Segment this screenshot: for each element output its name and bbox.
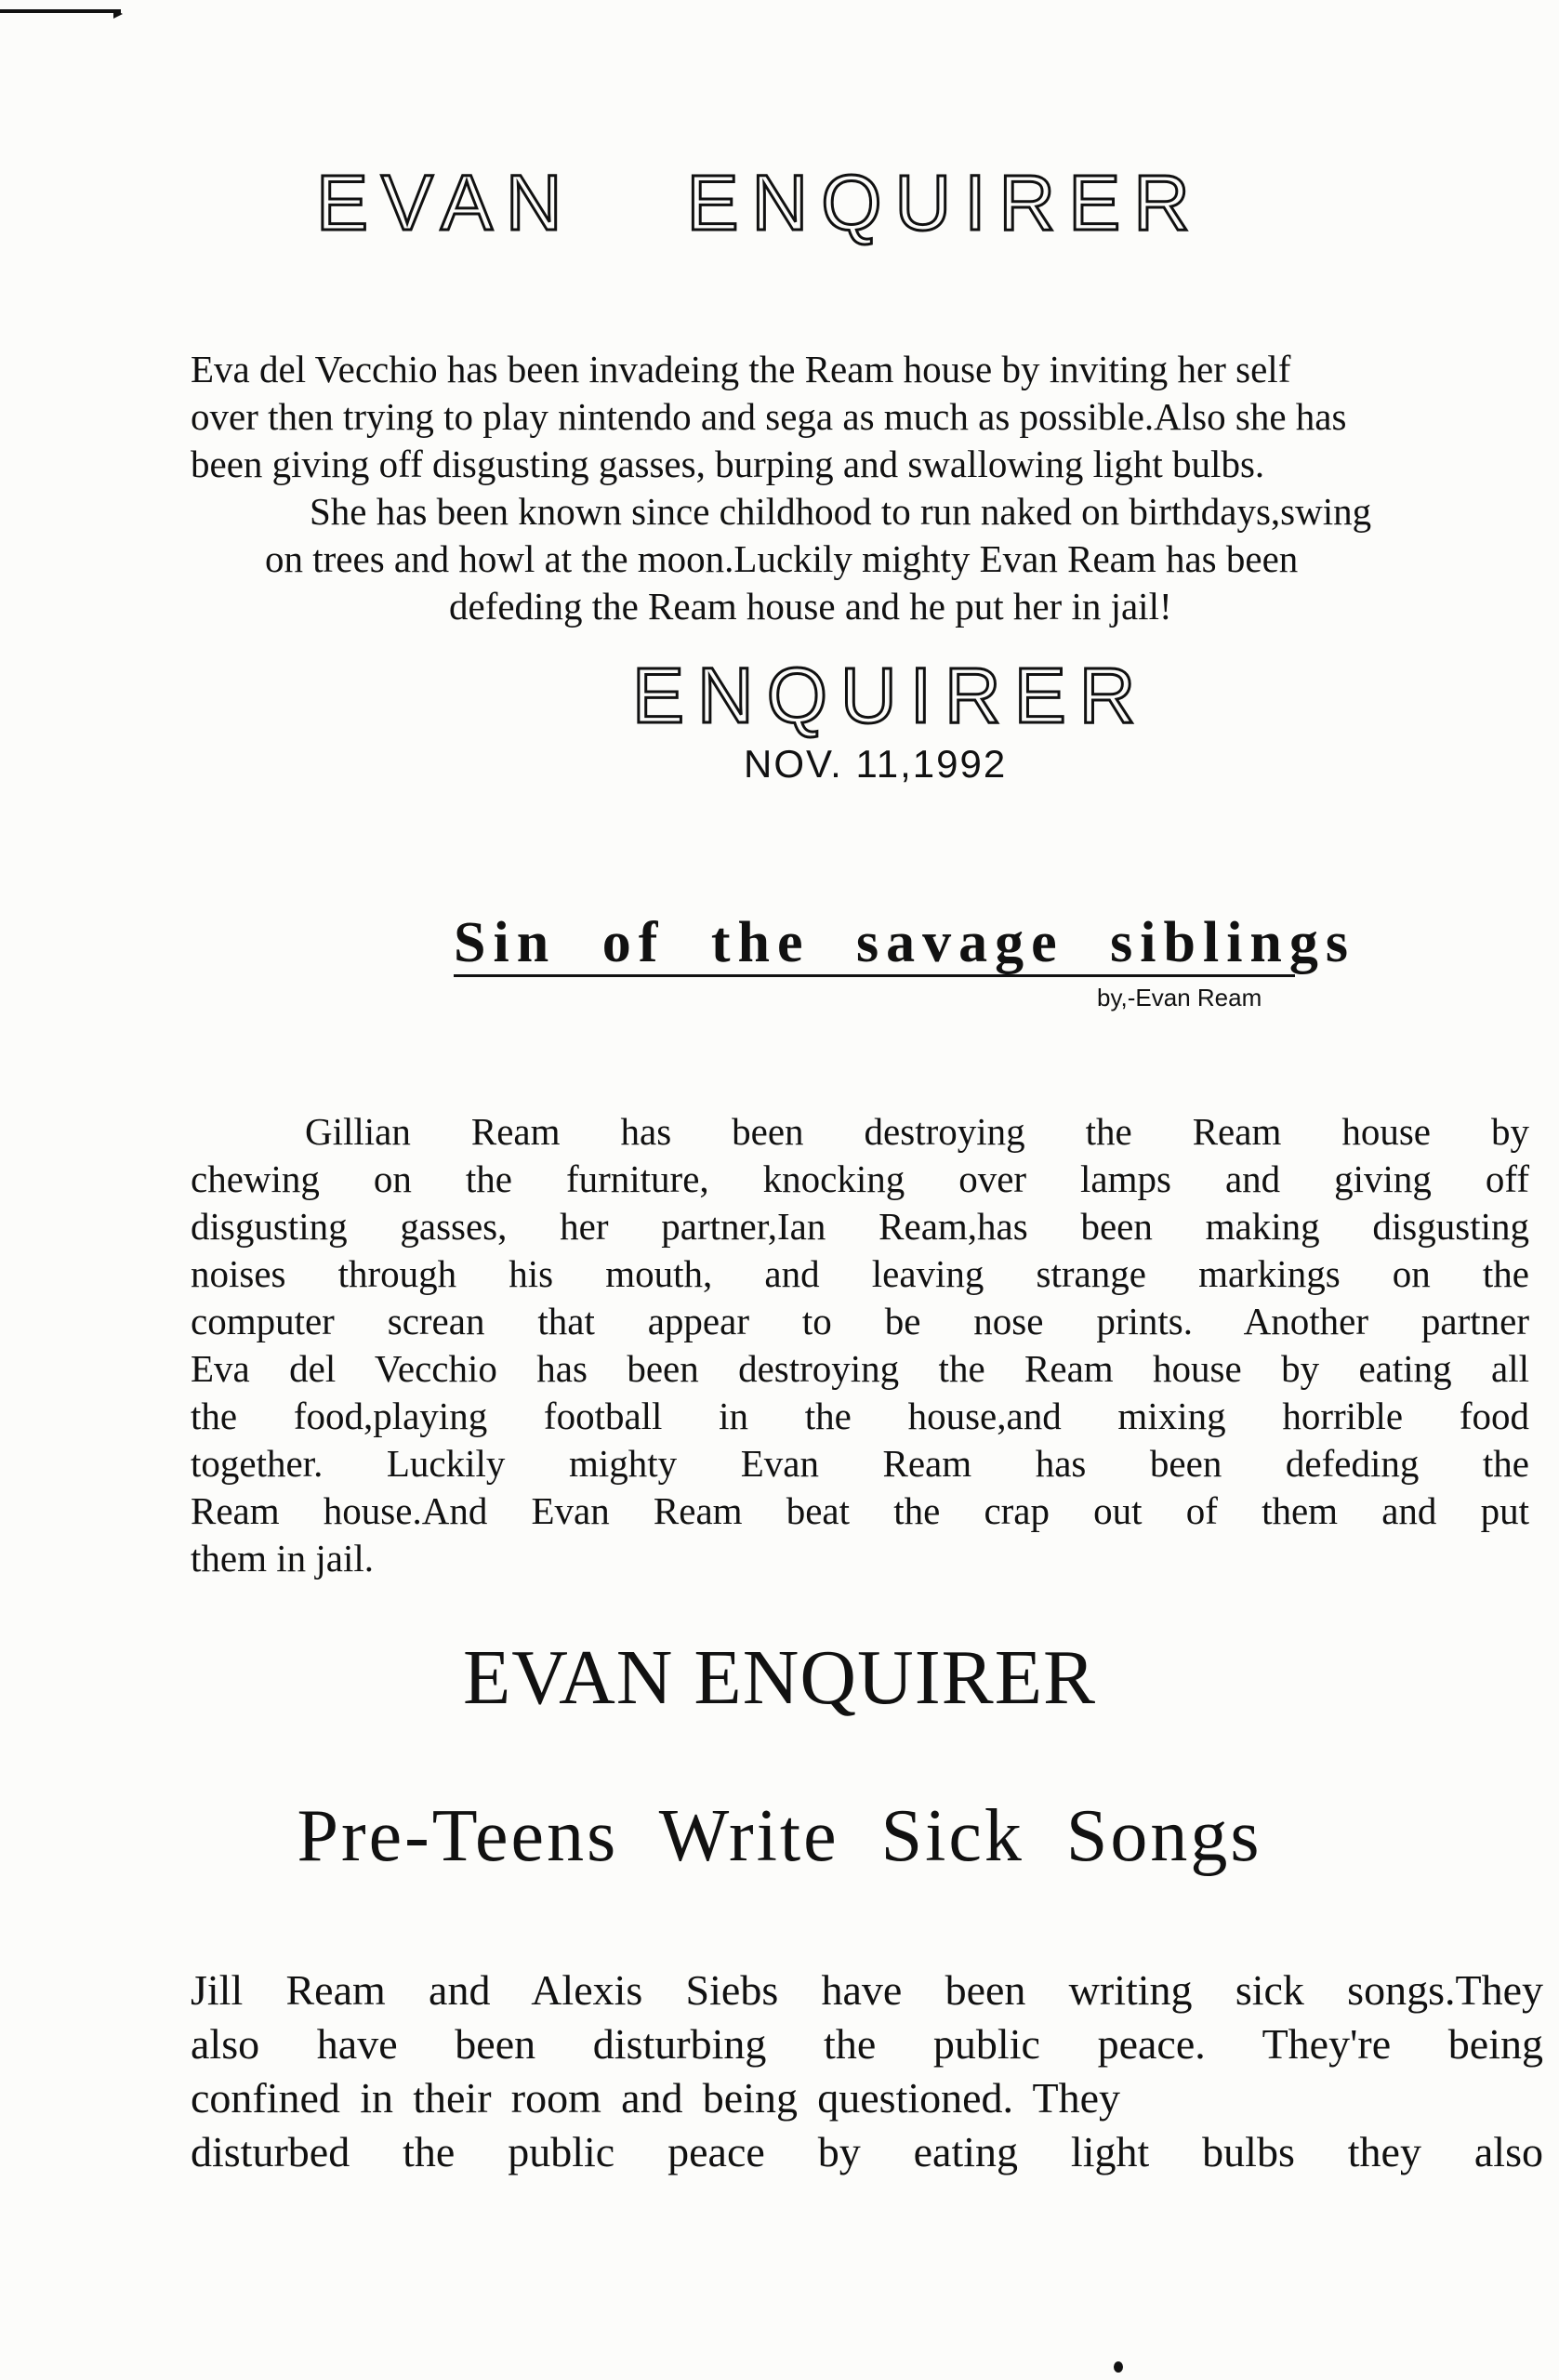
story2-line: Eva del Vecchio has been destroying the Ream house by eating all [191, 1347, 1529, 1390]
story2-line: computer screan that appear to be nose prints. Another partner [191, 1300, 1529, 1342]
story2-line: them in jail. [191, 1537, 374, 1580]
story1-line: on trees and howl at the moon.Luckily mighty Evan Ream has been [265, 537, 1299, 580]
masthead-title [316, 158, 1203, 248]
section-title: EVAN ENQUIRER [462, 1634, 1097, 1721]
story2-byline: by,-Evan Ream [1097, 984, 1262, 1012]
story2-headline: Sin of the savage siblings [454, 911, 1295, 977]
story1-line: over then trying to play nintendo and sega as much as possible.Also she has [191, 395, 1347, 438]
story1-line: She has been known since childhood to run naked on birthdays,swing [310, 490, 1372, 533]
story3-body [191, 1964, 1543, 2179]
story1-line: been giving off disgusting gasses, burping and swallowing light bulbs. [191, 443, 1265, 485]
corner-mark [0, 9, 121, 13]
story3-line: confined in their room and being questioned. They [191, 2074, 1120, 2122]
story3-line: Jill Ream and Alexis Siebs have been writing sick songs.They [191, 1966, 1543, 2014]
story3-line: disturbed the public peace by eating light bulbs they also [191, 2128, 1543, 2175]
story2-body [191, 1108, 1529, 1582]
story2-line: chewing on the furniture, knocking over lamps and giving off [191, 1157, 1529, 1200]
masthead-subtitle: ENQUIRER [632, 652, 1149, 739]
story1-line: defeding the Ream house and he put her in jail! [449, 585, 1172, 628]
story3-line: also have been disturbing the public peace. They're being [191, 2020, 1543, 2068]
story2-line: disgusting gasses, her partner,Ian Ream,has been making disgusting [191, 1205, 1529, 1248]
issue-date: NOV. 11,1992 [744, 742, 1008, 786]
masthead-word-evan: EVAN [316, 159, 575, 246]
story2-line: noises through his mouth, and leaving strange markings on the [191, 1252, 1529, 1295]
masthead-word-enquirer: ENQUIRER [686, 159, 1203, 246]
ink-dot [1114, 2361, 1123, 2373]
story1-body [191, 346, 1559, 630]
story2-line: the food,playing football in the house,and mixing horrible food [191, 1395, 1529, 1437]
story2-line: together. Luckily mighty Evan Ream has been defeding the [191, 1442, 1529, 1485]
story3-headline: Pre-Teens Write Sick Songs [297, 1795, 1262, 1877]
story2-line: Ream house.And Evan Ream beat the crap out of them and put [191, 1489, 1529, 1532]
story2-line: Gillian Ream has been destroying the Ream house by [305, 1110, 1529, 1153]
story1-line: Eva del Vecchio has been invadeing the Ream house by inviting her self [191, 348, 1291, 390]
